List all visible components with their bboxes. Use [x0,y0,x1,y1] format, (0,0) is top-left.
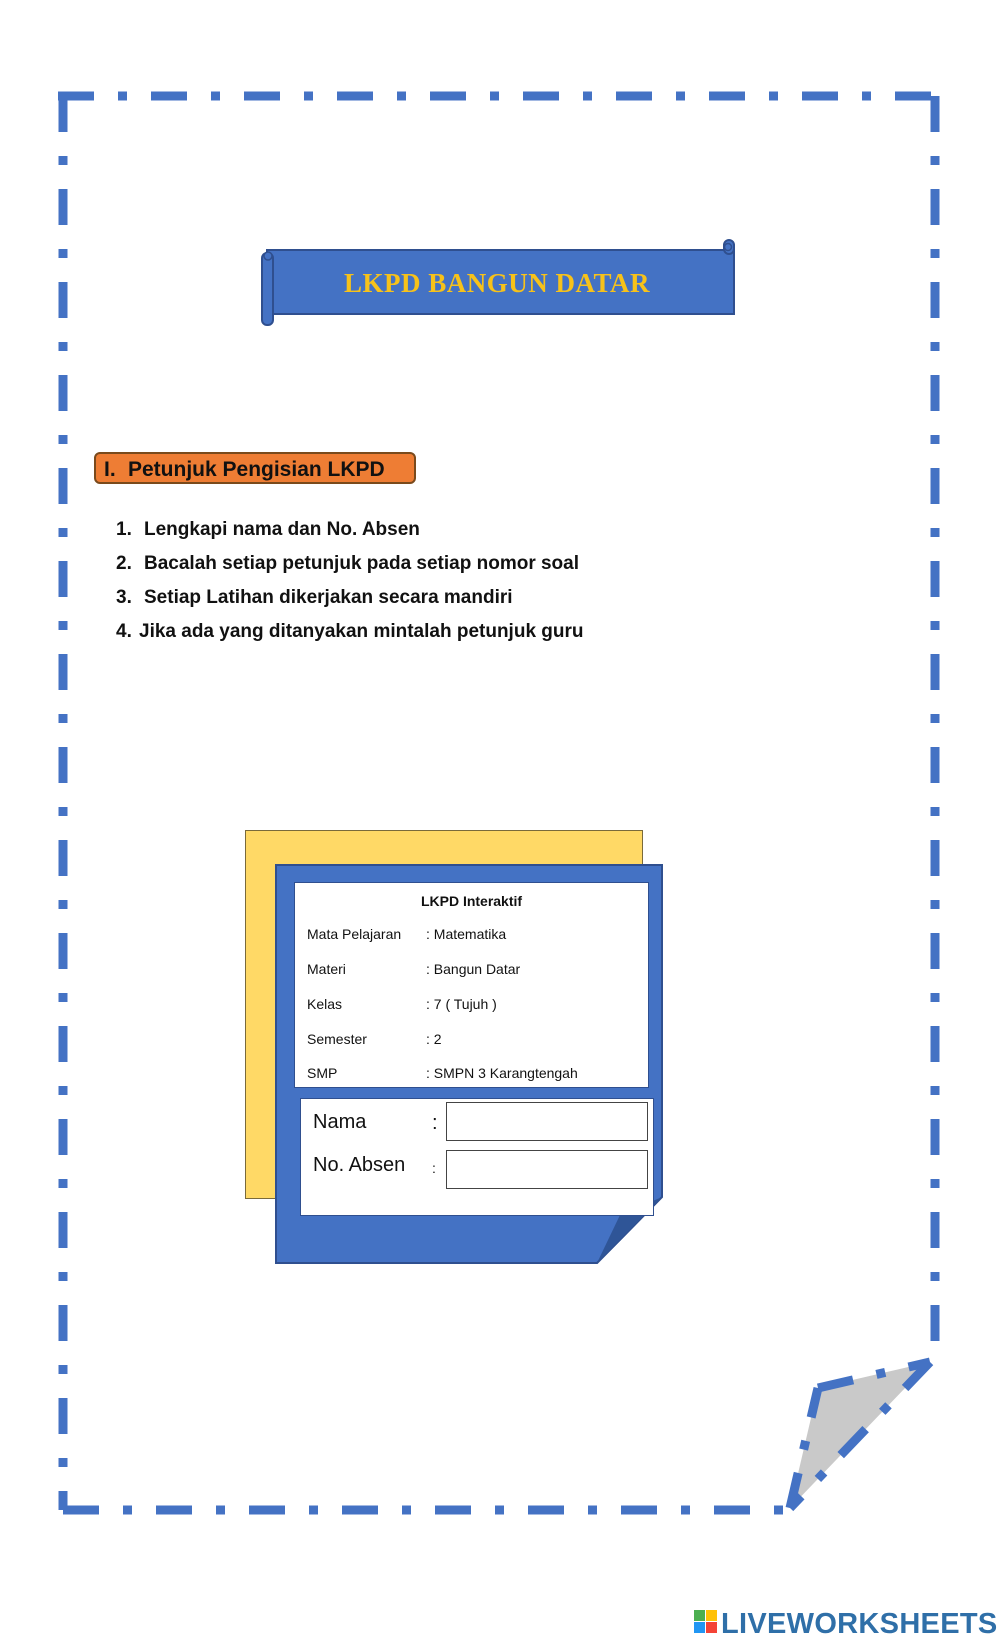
info-card-title: LKPD Interaktif [420,893,523,909]
absen-input[interactable] [446,1150,648,1189]
name-colon: : [432,1112,438,1134]
section-number: I. [104,458,116,481]
info-row: Materi : Bangun Datar [307,961,521,977]
banner-title: LKPD BANGUN DATAR [343,268,650,298]
info-row: Kelas : 7 ( Tujuh ) [307,996,497,1012]
absen-label: No. Absen [313,1154,406,1176]
info-card [294,882,649,1088]
student-form [300,1098,654,1216]
absen-colon: : [432,1160,436,1176]
liveworksheets-logo-icon [694,1610,718,1634]
name-label: Nama [313,1111,367,1133]
instruction-item: 4. Jika ada yang ditanyakan mintalah petunjuk guru [116,621,584,642]
instruction-item: 3. Setiap Latihan dikerjakan secara mandiri [116,587,513,608]
instruction-item: 1. Lengkapi nama dan No. Absen [116,519,420,540]
info-row: Semester : 2 [307,1031,442,1047]
info-row: SMP : SMPN 3 Karangtengah [307,1065,578,1081]
section-title: Petunjuk Pengisian LKPD [128,458,385,481]
instruction-item: 2. Bacalah setiap petunjuk pada setiap nomor soal [116,553,580,574]
info-row: Mata Pelajaran : Matematika [307,926,507,942]
brand-name[interactable]: LIVEWORKSHEETS [721,1608,998,1640]
name-input[interactable] [446,1102,648,1141]
